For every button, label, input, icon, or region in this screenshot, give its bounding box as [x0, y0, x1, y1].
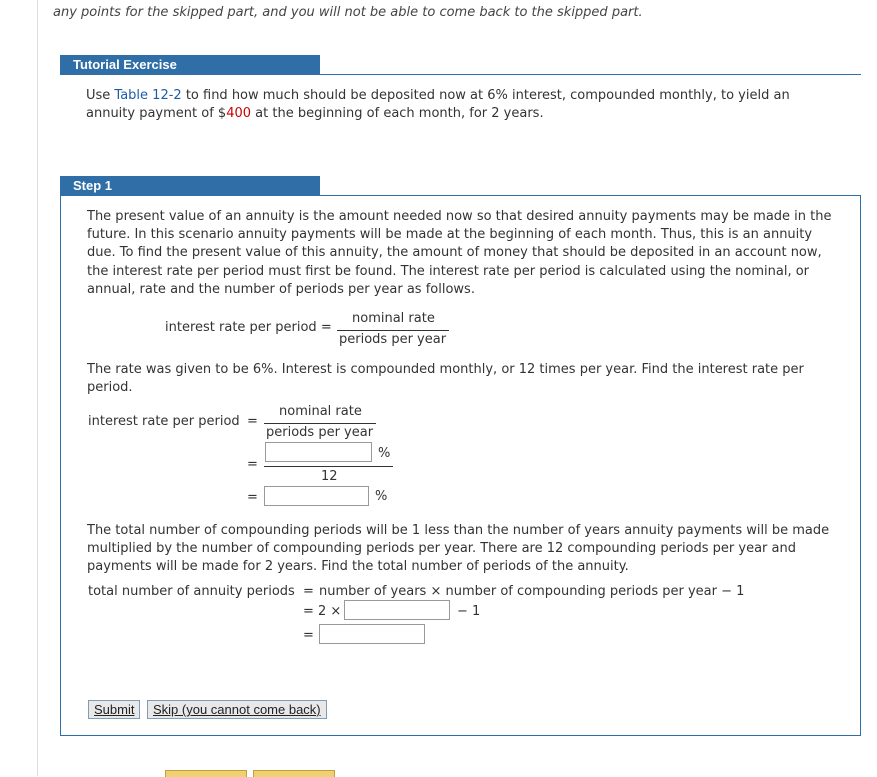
formula1-denominator: periods per year [339, 332, 447, 347]
compounding-periods-input[interactable] [344, 600, 450, 620]
question-text-3: at the beginning of each month, for 2 years. [251, 106, 544, 121]
table-link[interactable]: Table 12-2 [114, 88, 182, 103]
left-border [37, 0, 38, 776]
formula3-equals-1: = [303, 584, 314, 599]
step-explanation-3: The total number of compounding periods will be 1 less than the number of years annuity payments will be made multiplied by the number of compounding periods per year. There are 12 compounding periods per year and payments will be made for 2 years. Find the total number of periods of the annuity. [87, 523, 830, 575]
question-text-2: to find how much should be deposited now at 6% interest, compounded monthly, to yield an annuity payment of $ [86, 88, 790, 121]
formula2-fraction-bar-1 [264, 423, 376, 424]
formula3-line2-suffix: − 1 [457, 604, 481, 619]
rate-percent-sign: % [378, 446, 391, 461]
payment-amount: 400 [226, 106, 252, 121]
step-explanation-2: The rate was given to be 6%. Interest is compounded monthly, or 12 times per year. Find the interest rate per period. [87, 362, 804, 396]
formula2-equals-2: = [247, 457, 258, 472]
formula2-equals-3: = [247, 490, 258, 505]
step-explanation-1: The present value of an annuity is the amount needed now so that desired annuity payments may be made in the future. In this scenario annuity payments will be made at the beginning of each month. Thus, this is an annuity due. To find the present value of this annuity, the amount of money that should be deposited in an account now, the interest rate per period must first be found. The interest rate per period is calculated using the nominal, or annual, rate and the number of periods per year as follows. [87, 209, 832, 297]
formula2-denominator: periods per year [266, 425, 374, 440]
interest-rate-result-input[interactable] [264, 486, 369, 506]
formula1-numerator: nominal rate [352, 311, 435, 326]
question-text-1: Use [86, 88, 115, 103]
step-1-tab: Step 1 [60, 176, 320, 196]
formula1-fraction-bar [337, 330, 449, 331]
tutorial-question [86, 87, 816, 123]
formula2-equals-1: = [247, 414, 258, 429]
formula2-divisor: 12 [321, 469, 338, 484]
formula3-equals-3: = [303, 628, 314, 643]
result-percent-sign: % [375, 489, 388, 504]
intro-warning-text: any points for the skipped part, and you will not be able to come back to the skipped part. [53, 5, 643, 20]
formula3-lhs: total number of annuity periods [88, 584, 295, 599]
skip-button[interactable]: Skip (you cannot come back) [147, 700, 327, 719]
submit-button[interactable]: Submit [88, 700, 140, 719]
tutorial-exercise-tab: Tutorial Exercise [60, 55, 320, 75]
formula2-numerator: nominal rate [279, 404, 362, 419]
formula2-lhs: interest rate per period [88, 414, 240, 429]
tutorial-divider [60, 74, 861, 75]
formula2-fraction-bar-2 [264, 466, 393, 467]
rate-input[interactable] [265, 442, 372, 462]
formula3-rhs: number of years × number of compounding periods per year − 1 [319, 584, 745, 599]
formula3-line2-prefix: = 2 × [303, 604, 342, 619]
formula1-lhs: interest rate per period = [165, 320, 332, 335]
total-periods-input[interactable] [319, 624, 425, 644]
